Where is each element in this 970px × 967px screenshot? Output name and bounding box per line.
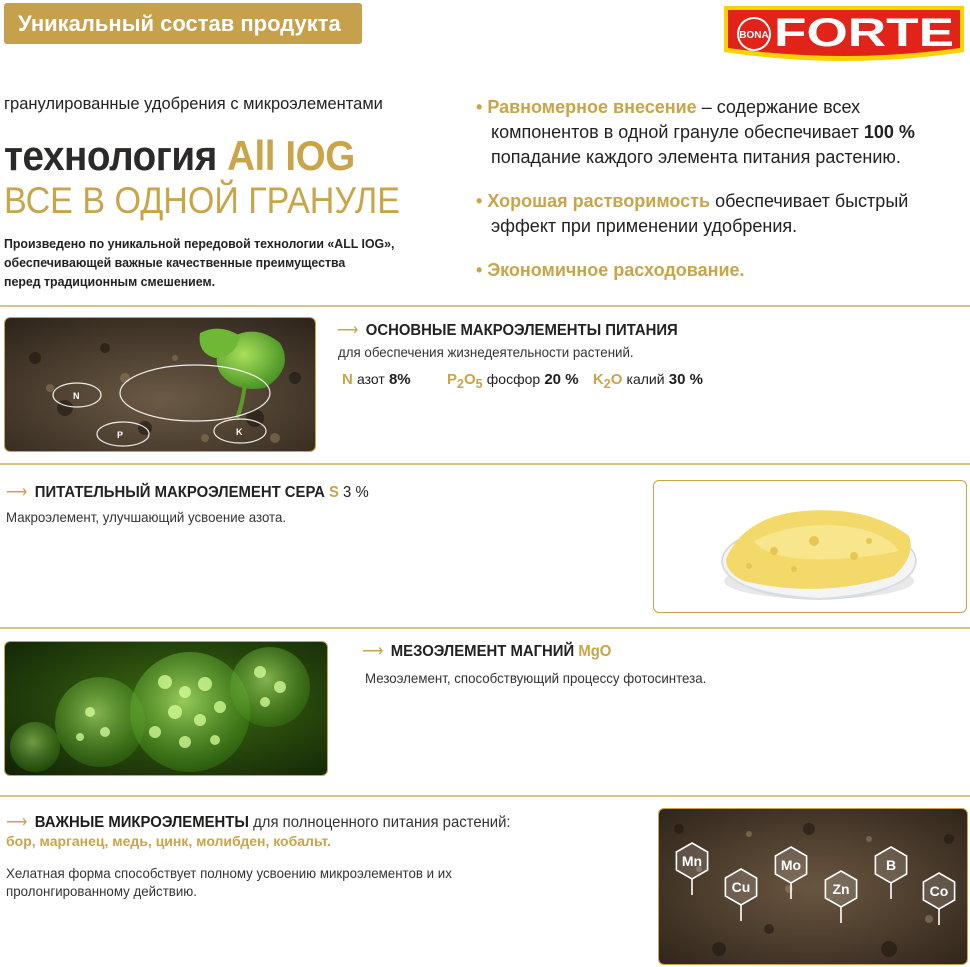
nutrient-n: N азот 8% <box>342 371 411 388</box>
bullet-dot: • <box>476 97 483 117</box>
magnesium-symbol: MgO <box>578 643 612 660</box>
divider <box>0 627 970 629</box>
benefit-item <box>476 95 966 170</box>
micro-list: бор, марганец, медь, цинк, молибден, кобальт. <box>6 833 331 849</box>
benefit-value: 100 % <box>863 122 915 142</box>
nutrient-k: $K_2O$ калий 30 % <box>592 371 703 391</box>
nutrient-p: $P_2O_5$ фосфор 20 % <box>447 371 579 391</box>
micro-text: Хелатная форма способствует полному усвоению микроэлементов и их пролонгированному действию. <box>6 865 452 899</box>
benefit-text: обеспечивает быстрый <box>715 191 909 211</box>
macro-nutrients <box>342 371 703 391</box>
sulfur-title: ⟶ ПИТАТЕЛЬНЫЙ МАКРОЭЛЕМЕНТ СЕРА S 3 % <box>6 484 369 501</box>
bona-forte-logo <box>722 4 966 66</box>
sulfur-symbol: S <box>328 484 339 501</box>
benefit-text: компонентов в одной грануле обеспечивает <box>491 122 859 142</box>
arrow-icon: ⟶ <box>6 814 28 831</box>
header-banner: Уникальный состав продукта <box>4 3 362 44</box>
element-symbol-cu: Cu <box>731 879 751 895</box>
divider <box>0 305 970 307</box>
magnesium-title: ⟶ МЕЗОЭЛЕМЕНТ МАГНИЙ MgO <box>362 643 612 660</box>
divider <box>0 463 970 465</box>
produced-note <box>4 234 441 291</box>
bullet-dot: • <box>476 191 483 211</box>
arrow-icon: ⟶ <box>6 484 28 501</box>
logo-small-text: BONA <box>739 30 769 41</box>
chlorophyll-cells-photo <box>4 641 328 776</box>
produced-line: обеспечивающей важные качественные преимущества <box>4 255 346 270</box>
soil-microelements-photo <box>658 808 968 965</box>
benefit-item <box>476 189 966 239</box>
benefit-highlight: Хорошая растворимость <box>487 191 711 211</box>
divider <box>0 795 970 797</box>
macro-title: ⟶ ОСНОВНЫЕ МАКРОЭЛЕМЕНТЫ ПИТАНИЯ <box>337 322 678 339</box>
benefit-text: попадание каждого элемента питания растению. <box>491 147 901 167</box>
benefit-highlight: Равномерное внесение <box>487 97 697 117</box>
soil-plant-photo <box>4 317 316 452</box>
element-symbol-b: B <box>885 857 897 873</box>
produced-line: перед традиционным смешением. <box>4 274 216 289</box>
logo-big-text: FORTE <box>774 11 954 55</box>
micro-title: ⟶ ВАЖНЫЕ МИКРОЭЛЕМЕНТЫ для полноценного питания растений: <box>6 814 511 831</box>
sulfur-text: Макроэлемент, улучшающий усвоение азота. <box>6 509 287 525</box>
benefit-text: – содержание всех <box>701 97 861 117</box>
sulfur-dish-photo <box>653 480 967 613</box>
produced-line: Произведено по уникальной передовой технологии «ALL IOG», <box>4 236 395 251</box>
bullet-dot: • <box>476 260 483 280</box>
arrow-icon: ⟶ <box>337 322 359 339</box>
photo-label-n: N <box>73 391 80 401</box>
element-symbol-mo: Mo <box>780 857 802 873</box>
element-symbol-zn: Zn <box>832 881 850 897</box>
technology-heading <box>4 132 355 180</box>
arrow-icon: ⟶ <box>362 643 384 660</box>
magnesium-text: Мезоэлемент, способствующий процессу фотосинтеза. <box>365 670 707 686</box>
benefit-highlight: Экономичное расходование. <box>487 260 745 280</box>
element-symbol-co: Co <box>929 883 949 899</box>
benefit-item <box>476 258 966 283</box>
sulfur-value: 3 % <box>343 484 369 501</box>
technology-word: технология <box>4 132 217 179</box>
macro-text: для обеспечения жизнедеятельности растений. <box>338 344 634 360</box>
photo-label-k: K <box>236 427 243 437</box>
intro-subtitle: гранулированные удобрения с микроэлементами <box>4 95 383 113</box>
technology-name: All IOG <box>227 132 355 179</box>
element-symbol-mn: Mn <box>681 853 703 869</box>
benefit-text: эффект при применении удобрения. <box>491 216 798 236</box>
all-in-one-heading: ВСЕ В ОДНОЙ ГРАНУЛЕ <box>4 180 400 221</box>
photo-label-p: P <box>117 430 124 440</box>
